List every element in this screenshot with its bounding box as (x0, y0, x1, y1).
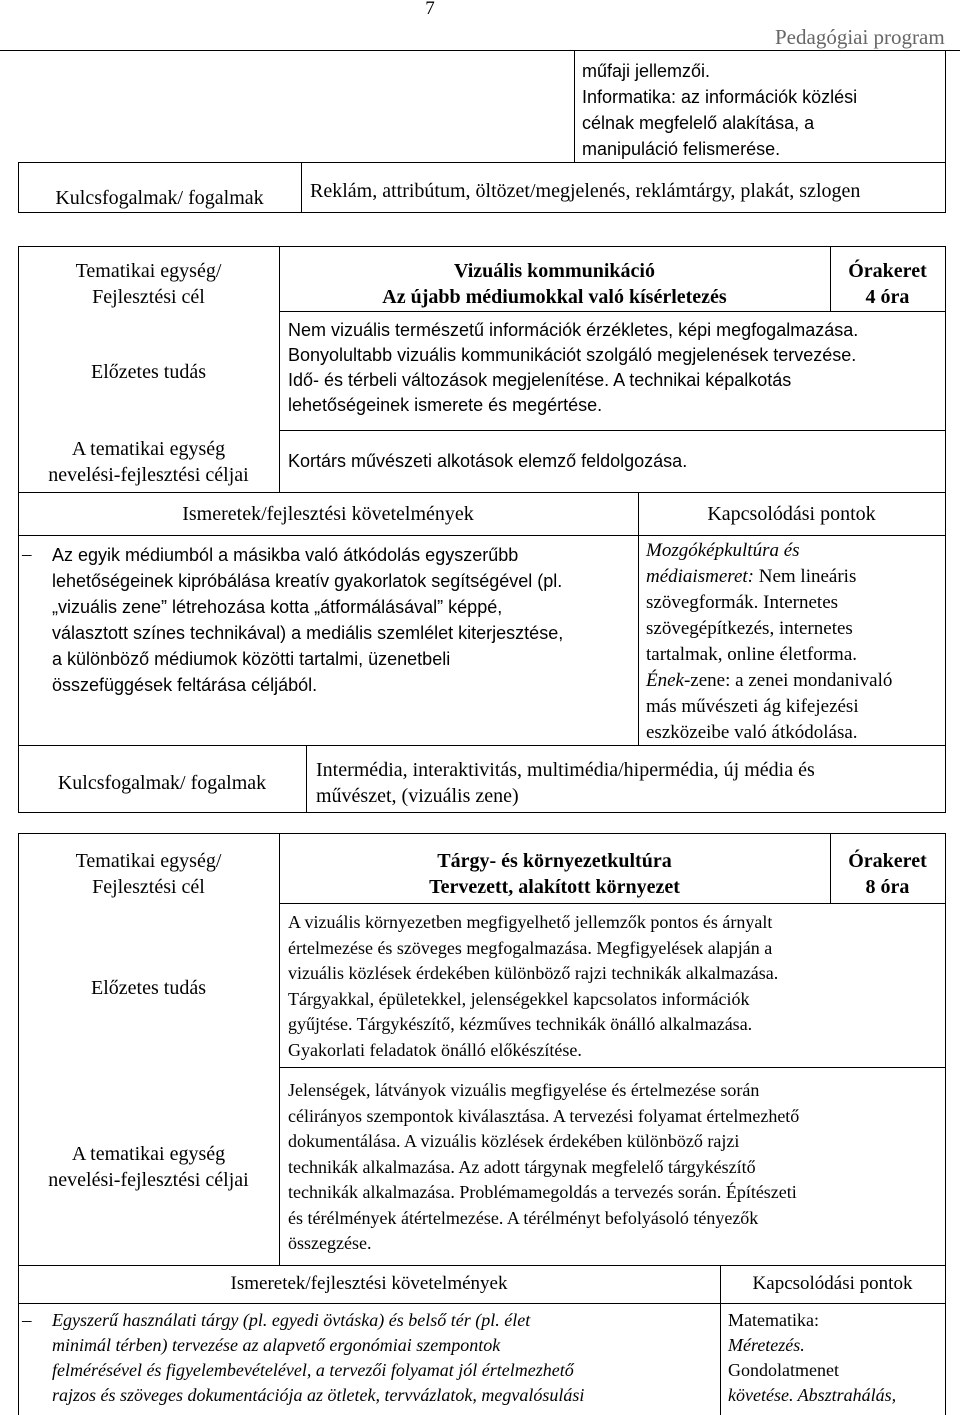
prior-knowledge-label: Előzetes tudás (91, 977, 206, 999)
header-rule (0, 50, 960, 51)
unit-title: Vizuális kommunikáció Az újabb médiumokkal való kísérletezés (382, 260, 727, 308)
unit-label: Tematikai egység/ Fejlesztési cél (75, 850, 222, 898)
unit-label: Tematikai egység/ Fejlesztési cél (75, 260, 222, 308)
goals-text: Kortárs művészeti alkotások elemző feldolgozása. (288, 451, 688, 471)
page-number: 7 (425, 0, 435, 19)
requirements-header: Ismeretek/fejlesztési követelmények (182, 503, 474, 525)
keywords-label: Kulcsfogalmak/ fogalmak (55, 187, 264, 209)
connection-points-text: műfaji jellemzői. Informatika: az információk közlési célnak megfelelő alakítása, a manipuláció felismerése. (582, 61, 858, 159)
connections-text: Matematika: Méretezés. Gondolatmenet követése. Absztrahálás, (728, 1310, 897, 1405)
hours-frame: Órakeret 4 óra (848, 260, 927, 308)
prior-knowledge-text: A vizuális környezetben megfigyelhető jellemzők pontos és árnyalt értelmezése és szöveges megfogalmazása. Megfigyelések alapján a vizuális közlések érdekében különböző rajzi technikák alkalmazása. Tárgyakkal, épületekkel, jelenségekkel kapcsolatos információk gyűjtése. Tárgykészítő, kézműves technikák önálló alkalmazása. Gyakorlati feladatok önálló előkészítése. (288, 912, 779, 1060)
requirements-header: Ismeretek/fejlesztési követelmények (230, 1273, 508, 1294)
running-title: Pedagógiai program (775, 25, 945, 49)
keywords-text: Intermédia, interaktivitás, multimédia/hipermédia, új média és művészet, (vizuális zene) (316, 759, 815, 807)
requirements-text: Az egyik médiumból a másikba való átkódolás egyszerűbb lehetőségeinek kipróbálása kreatív gyakorlatok segítségével (pl. „vizuális zene” létrehozása kotta „átformálásával” képpé, választott színes technikával) a mediális szemlélet kiterjesztése, a különböző médiumok közötti tartalmi, üzenetbeli összefüggések feltárása céljából. (52, 545, 564, 695)
keywords-label: Kulcsfogalmak/ fogalmak (57, 772, 267, 794)
keywords-text: Reklám, attribútum, öltözet/megjelenés, reklámtárgy, plakát, szlogen (310, 180, 861, 202)
connections-header: Kapcsolódási pontok (752, 1273, 913, 1294)
goals-label: A tematikai egység nevelési-fejlesztési céljai (48, 438, 249, 486)
connections-text: Mozgóképkultúra és médiaismeret: Nem lineáris szövegformák. Internetes szövegépítkezés, internetes tartalmak, online életforma. Ének-zene: a zenei mondanivaló más művészeti ág kifejezési eszközeibe való átkódolása. (646, 540, 893, 743)
prior-knowledge-label: Előzetes tudás (91, 361, 206, 383)
hours-frame: Órakeret 8 óra (848, 850, 927, 898)
goals-label: A tematikai egység nevelési-fejlesztési céljai (48, 1143, 249, 1191)
connections-header: Kapcsolódási pontok (707, 503, 876, 525)
list-dash: – (22, 1310, 32, 1331)
prior-knowledge-text: Nem vizuális természetű információk érzékletes, képi megfogalmazása. Bonyolultabb vizuális kommunikációt szolgáló megjelenések tervezése. Idő- és térbeli változások megjelenítése. A technikai képalkotás lehetőségeinek ismerete és megértése. (288, 320, 859, 415)
list-dash: – (22, 544, 32, 565)
goals-text: Jelenségek, látványok vizuális megfigyelése és értelmezése során célirányos szempontok kiválasztása. A tervezési folyamat értelmezhető dokumentálása. A vizuális közlések érdekében különböző rajzi technikák alkalmazása. Az adott tárgynak megfelelő tárgykészítő technikák alkalmazása. Problémamegoldás a tervezés során. Építészeti és térélmények átértelmezése. A térélményt befolyásoló tényezők összegzése. (288, 1080, 800, 1253)
unit-title: Tárgy- és környezetkultúra Tervezett, alakított környezet (429, 850, 680, 898)
requirements-text: Egyszerű használati tárgy (pl. egyedi övtáska) és belső tér (pl. élet minimál térben) tervezése az alapvető ergonómiai szempontok felmérésével és figyelembevételével, a tervezői folyamat jól értelmezhető rajzos és szöveges dokumentációja az ötletek, tervvázlatok, megvalósulási (52, 1310, 585, 1405)
